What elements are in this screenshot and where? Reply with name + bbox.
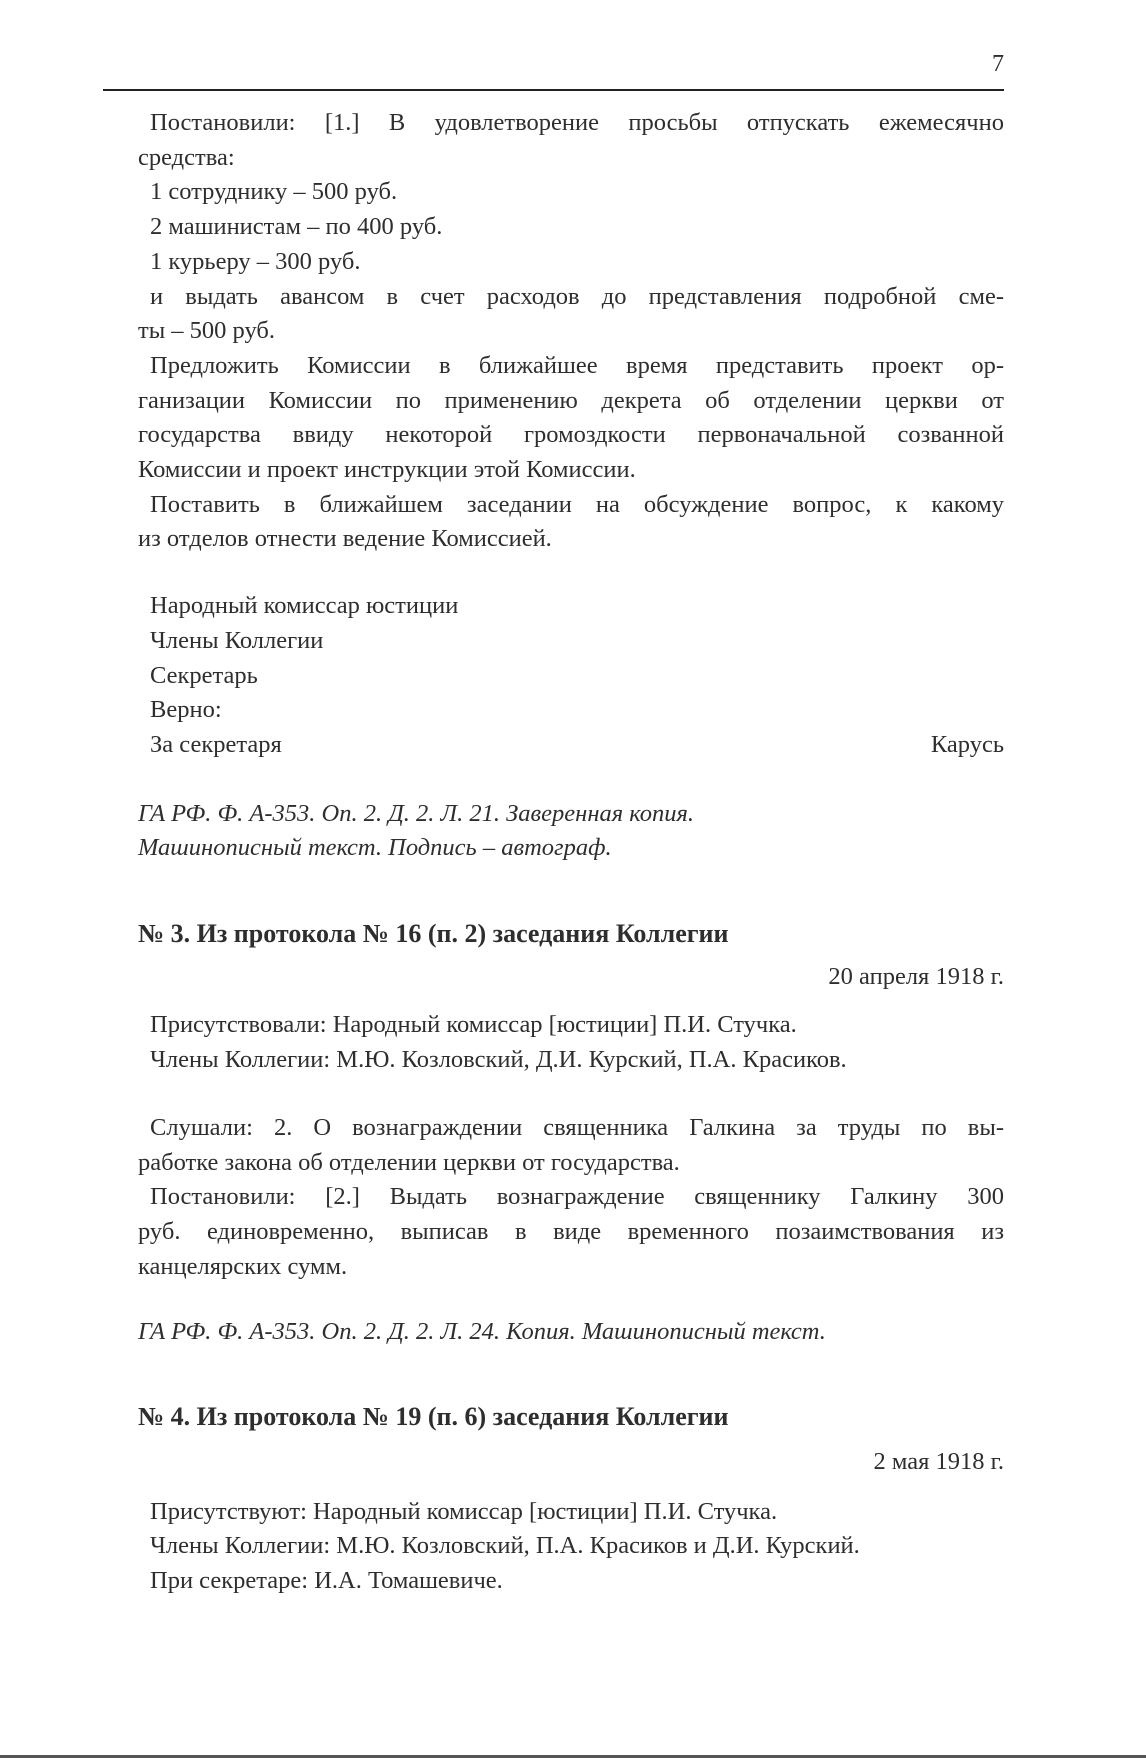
agenda-paragraph: Поставить в ближайшем заседании на обсуждение вопрос, к какому	[150, 490, 1004, 518]
archive-source: Машинописный текст. Подпись – автограф.	[138, 834, 612, 862]
attendees-line: Члены Коллегии: М.Ю. Козловский, П.А. Красиков и Д.И. Курский.	[150, 1532, 860, 1560]
resolved-paragraph: канцелярских сумм.	[138, 1252, 348, 1280]
allocation-block	[138, 175, 1004, 279]
resolved-paragraph: Постановили: [2.] Выдать вознаграждение священнику Галкину 300	[150, 1183, 1004, 1211]
advance-paragraph: и выдать авансом в счет расходов до представления подробной сме-	[150, 282, 1004, 310]
document-date: 2 мая 1918 г.	[873, 1447, 1004, 1475]
allocation-item: 1 сотруднику – 500 руб.	[150, 178, 398, 206]
signature-line: Секретарь	[150, 661, 258, 689]
allocation-item: 1 курьеру – 300 руб.	[150, 247, 361, 275]
document-heading-block	[138, 917, 1004, 952]
heard-paragraph: работке закона об отделении церкви от государства.	[138, 1148, 680, 1176]
resolved-paragraph: руб. единовременно, выписав в виде временного позаимствования из	[138, 1217, 1004, 1245]
signature-block	[138, 589, 1004, 763]
attendees-block	[138, 1495, 1004, 1599]
archive-source: ГА РФ. Ф. А-353. Оп. 2. Д. 2. Л. 24. Копия. Машинописный текст.	[138, 1318, 826, 1346]
advance-paragraph-block	[138, 280, 1004, 349]
header-rule	[103, 89, 1004, 91]
archive-source-block	[138, 797, 1004, 866]
signature-line: Члены Коллегии	[150, 626, 324, 654]
signature-line: Народный комиссар юстиции	[150, 592, 459, 620]
resolved-paragraph-block	[138, 1180, 1004, 1284]
attendees-line: Присутствовали: Народный комиссар [юстиции] П.И. Стучка.	[150, 1011, 797, 1039]
heard-paragraph-block	[138, 1111, 1004, 1180]
document-date-block	[138, 960, 1004, 995]
attendees-line: Присутствуют: Народный комиссар [юстиции] П.И. Стучка.	[150, 1497, 778, 1525]
advance-paragraph: ты – 500 руб.	[138, 317, 275, 345]
heard-paragraph: Слушали: 2. О вознаграждении священника Галкина за труды по вы-	[150, 1113, 1004, 1141]
document-heading: № 4. Из протокола № 19 (п. 6) заседания Коллегии	[138, 1402, 729, 1432]
proposal-paragraph: ганизации Комиссии по применению декрета об отделении церкви от	[138, 386, 1004, 414]
attendees-line: При секретаре: И.А. Томашевиче.	[150, 1566, 503, 1594]
document-date: 20 апреля 1918 г.	[828, 962, 1004, 990]
signature-row	[138, 728, 1004, 763]
document-date-block	[138, 1445, 1004, 1480]
signature-line: За секретаря	[150, 730, 282, 758]
archive-source-block	[138, 1315, 1004, 1350]
resolution-paragraph: средства:	[138, 143, 235, 171]
agenda-paragraph: из отделов отнести ведение Комиссией.	[138, 525, 552, 553]
document-heading-block	[138, 1400, 1004, 1435]
document-heading: № 3. Из протокола № 16 (п. 2) заседания Коллегии	[138, 919, 729, 949]
archive-source: ГА РФ. Ф. А-353. Оп. 2. Д. 2. Л. 21. Заверенная копия.	[138, 799, 695, 827]
proposal-paragraph: государства ввиду некоторой громоздкости первоначальной созванной	[138, 421, 1004, 449]
resolution-paragraph-block	[138, 106, 1004, 175]
page-content	[138, 106, 1004, 1599]
page-number: 7	[992, 51, 1004, 77]
agenda-paragraph-block	[138, 488, 1004, 557]
proposal-paragraph: Предложить Комиссии в ближайшее время представить проект ор-	[150, 351, 1004, 379]
attendees-line: Члены Коллегии: М.Ю. Козловский, Д.И. Курский, П.А. Красиков.	[150, 1046, 847, 1074]
allocation-item: 2 машинистам – по 400 руб.	[150, 213, 443, 241]
signature-line: Верно:	[150, 696, 222, 724]
attendees-block	[138, 1008, 1004, 1077]
resolution-paragraph: Постановили: [1.] В удовлетворение просьбы отпускать ежемесячно	[150, 109, 1004, 136]
signer-name: Карусь	[930, 730, 1004, 758]
proposal-paragraph-block	[138, 349, 1004, 488]
proposal-paragraph: Комиссии и проект инструкции этой Комиссии.	[138, 456, 636, 484]
